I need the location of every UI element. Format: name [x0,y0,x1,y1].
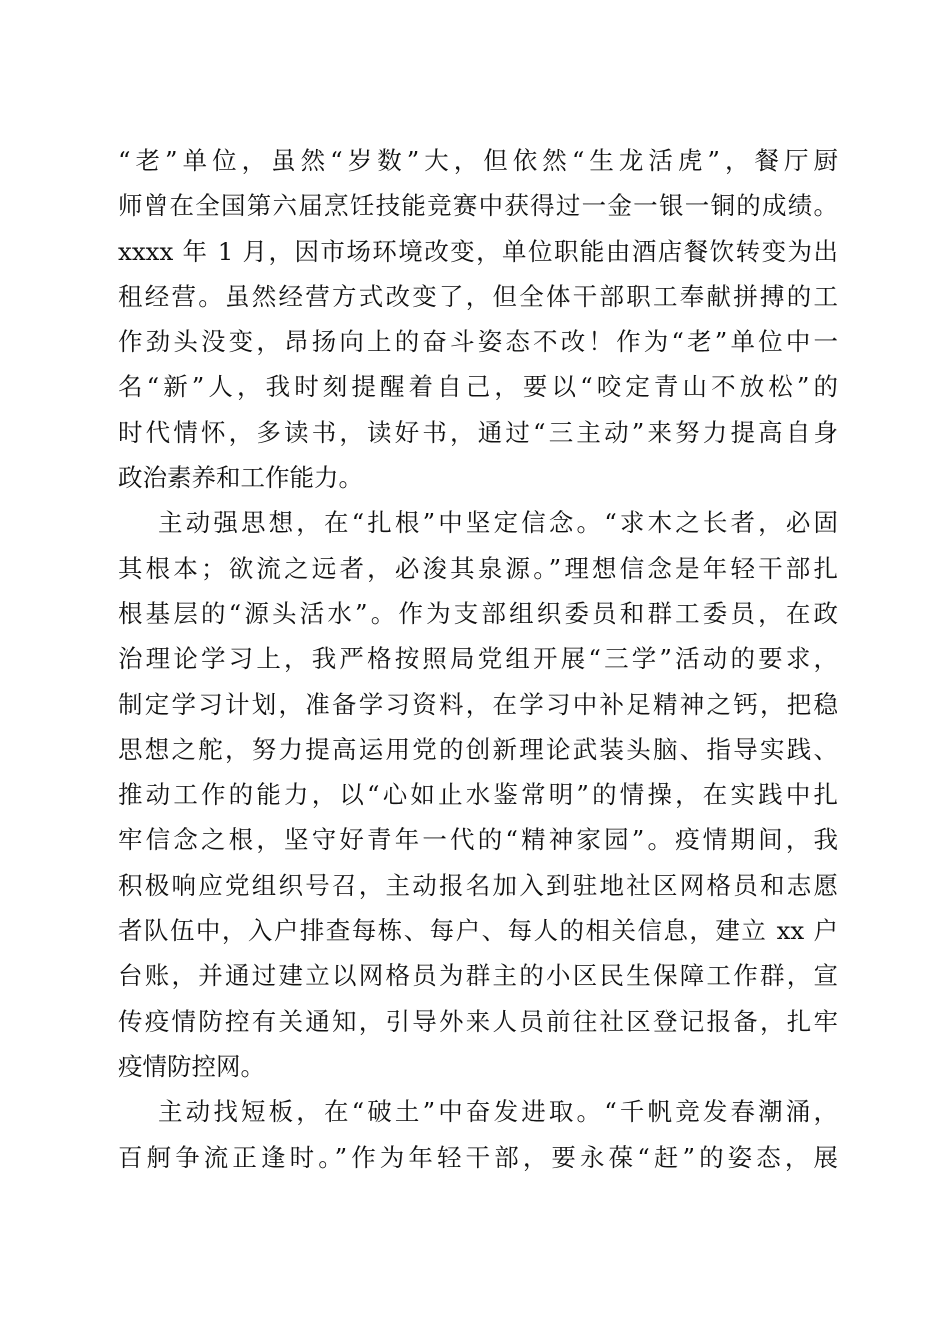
document-body [118,138,838,1180]
text-line: 制定学习计划，准备学习资料，在学习中补足精神之钙，把稳 [118,689,838,719]
text-line: “老”单位，虽然“岁数”大，但依然“生龙活虎”，餐厅厨 [118,146,838,175]
text-line: 台账，并通过建立以网格员为群主的小区民生保障工作群，宣 [118,961,838,991]
text-line: 名“新”人，我时刻提醒着自己，要以“咬定青山不放松”的 [118,372,838,402]
paragraph-first-line: 主动强思想，在“扎根”中坚定信念。“求木之长者，必固 [158,508,838,538]
text-line: 积极响应党组织号召，主动报名加入到驻地社区网格员和志愿 [118,870,838,900]
text-line: 师曾在全国第六届烹饪技能竞赛中获得过一金一银一铜的成绩。 [118,191,838,221]
text-line: 疫情防控网。 [118,1051,265,1081]
text-line: 者队伍中，入户排查每栋、每户、每人的相关信息，建立 xx 户 [118,916,838,946]
text-line: 牢信念之根，坚守好青年一代的“精神家园”。疫情期间，我 [118,825,838,855]
text-line: 治理论学习上，我严格按照局党组开展“三学”活动的要求， [118,644,838,674]
paragraph-first-line: 主动找短板，在“破土”中奋发进取。“千帆竞发春潮涌， [158,1097,838,1127]
text-line: 时代情怀，多读书，读好书，通过“三主动”来努力提高自身 [118,417,838,447]
text-line: 政治素养和工作能力。 [118,463,363,493]
text-line: 其根本；欲流之远者，必浚其泉源。”理想信念是年轻干部扎 [118,553,838,583]
text-line: 思想之舵，努力提高运用党的创新理论武装头脑、指导实践、 [118,734,838,764]
text-line: 作劲头没变，昂扬向上的奋斗姿态不改！作为“老”单位中一 [118,327,838,357]
text-line: 根基层的“源头活水”。作为支部组织委员和群工委员，在政 [118,598,838,628]
text-line: 百舸争流正逢时。”作为年轻干部，要永葆“赶”的姿态，展 [118,1142,838,1172]
text-line: xxxx 年 1 月，因市场环境改变，单位职能由酒店餐饮转变为出 [118,236,838,266]
text-line: 租经营。虽然经营方式改变了，但全体干部职工奉献拼搏的工 [118,281,838,311]
text-line: 传疫情防控有关通知，引导外来人员前往社区登记报备，扎牢 [118,1006,838,1036]
text-line: 推动工作的能力，以“心如止水鉴常明”的情操，在实践中扎 [118,780,838,810]
